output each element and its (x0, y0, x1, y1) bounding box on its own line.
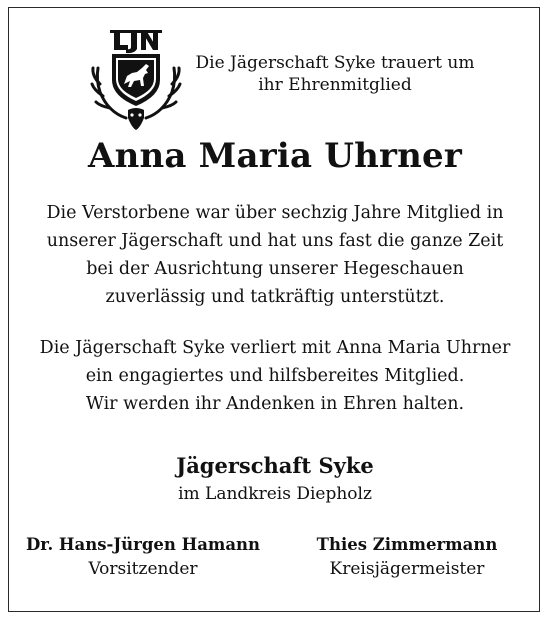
signatory-role: Vorsitzender (88, 559, 198, 579)
organization-name: Jägerschaft Syke (176, 453, 374, 478)
paragraph-line: Wir werden ihr Andenken in Ehren halten. (85, 394, 465, 414)
paragraph-line: bei der Ausrichtung unserer Hegeschauen (86, 259, 464, 279)
paragraph-line: Die Verstorbene war über sechzig Jahre Mitglied in (46, 203, 504, 223)
signatory-role: Kreisjägermeister (329, 559, 485, 579)
signatory-chairman (18, 533, 268, 581)
tribute-paragraph-2 (0, 334, 550, 418)
tribute-paragraph-1 (0, 199, 550, 311)
paragraph-line: zuverlässig und tatkräftig unterstützt. (105, 287, 445, 307)
header-line-2: ihr Ehrenmitglied (258, 75, 412, 95)
signatory-district-hunting-master (282, 533, 532, 581)
deceased-name: Anna Maria Uhrner (88, 136, 462, 176)
mourning-header (185, 52, 485, 96)
header-line-1: Die Jägerschaft Syke trauert um (195, 53, 475, 73)
paragraph-line: Die Jägerschaft Syke verliert mit Anna Maria Uhrner (39, 338, 511, 358)
signatory-name: Dr. Hans-Jürgen Hamann (25, 535, 261, 554)
organization-subtitle: im Landkreis Diepholz (178, 484, 372, 504)
ljn-hunting-emblem-icon (90, 26, 182, 132)
paragraph-line: unserer Jägerschaft und hat uns fast die ganze Zeit (46, 231, 504, 251)
paragraph-line: ein engagiertes und hilfsbereites Mitglied. (85, 366, 465, 386)
signatory-name: Thies Zimmermann (316, 535, 498, 554)
